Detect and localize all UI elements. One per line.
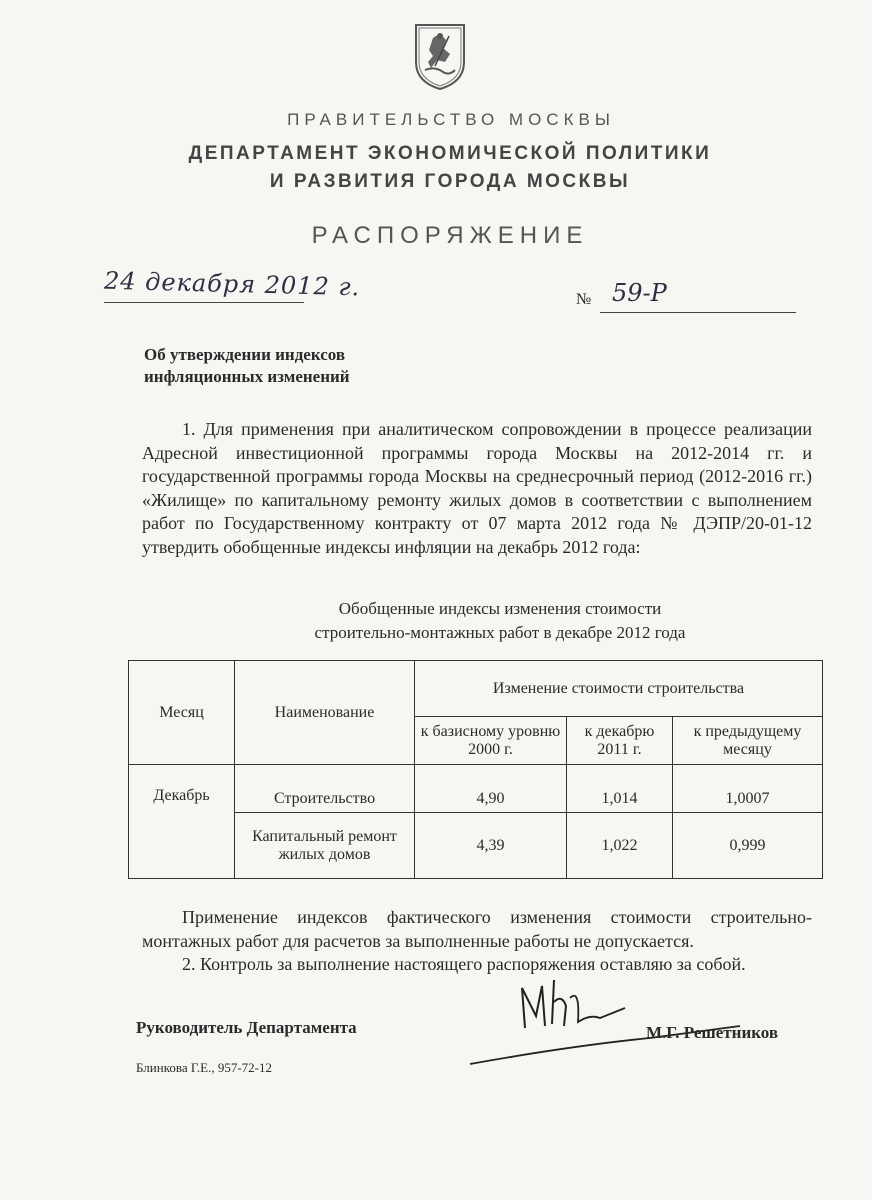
subject-line-1: Об утверждении индексов (144, 345, 346, 364)
header-base-2000: к базисному уровню 2000 г. (415, 717, 567, 765)
cell-dec2011: 1,014 (567, 765, 673, 813)
cell-prev: 0,999 (673, 813, 823, 879)
handwritten-date: 24 декабря 2012 г. (103, 266, 361, 302)
indices-table (128, 660, 823, 879)
cell-name: Строительство (235, 765, 415, 813)
position-title: Руководитель Департамента (136, 1018, 357, 1037)
paragraph-1: 1. Для применения при аналитическом сопровождении в процессе реализации Адресной инвестиционной программы города Москвы на 2012-2014 гг. и государственной программы города Москвы на среднесрочный период (2012-2016 гг.) «Жилище» по капитальному ремонту жилых домов в соответствии с выполнением работ по Государственному контракту от 07 марта 2012 года № ДЭПР/20-01-12 утвердить обобщенные индексы инфляции на декабрь 2012 года: (142, 419, 812, 557)
government-name: ПРАВИТЕЛЬСТВО МОСКВЫ (287, 110, 615, 129)
header-name: Наименование (235, 661, 415, 765)
moscow-coat-of-arms-icon (413, 22, 467, 92)
subject (144, 344, 350, 388)
subject-line-2: инфляционных изменений (144, 367, 350, 386)
number-underline (600, 312, 796, 313)
department-name (0, 140, 872, 196)
cell-month: Декабрь (129, 765, 235, 879)
department-line-1: ДЕПАРТАМЕНТ ЭКОНОМИЧЕСКОЙ ПОЛИТИКИ (188, 143, 712, 164)
document-type: РАСПОРЯЖЕНИЕ (311, 222, 589, 249)
table-caption-line-2: строительно-монтажных работ в декабре 2012 года (314, 623, 686, 642)
cell-prev: 1,0007 (673, 765, 823, 813)
header-dec-2011: к декабрю 2011 г. (567, 717, 673, 765)
table-caption (0, 597, 872, 645)
cell-base: 4,90 (415, 765, 567, 813)
cell-name: Капитальный ремонт жилых домов (235, 813, 415, 879)
executor-info: Блинкова Г.Е., 957-72-12 (136, 1060, 272, 1075)
header-prev-month: к предыдущему месяцу (673, 717, 823, 765)
header-month: Месяц (129, 661, 235, 765)
table-row (129, 765, 823, 813)
paragraph-2: 2. Контроль за выполнение настоящего распоряжения оставляю за собой. (182, 954, 746, 974)
cell-dec2011: 1,022 (567, 813, 673, 879)
date-underline (104, 302, 304, 303)
number-label: № (576, 291, 592, 308)
signer-name: М.Г. Решетников (646, 1023, 779, 1042)
department-line-2: И РАЗВИТИЯ ГОРОДА МОСКВЫ (269, 171, 631, 192)
table-caption-line-1: Обобщенные индексы изменения стоимости (338, 599, 662, 618)
header-cost-change: Изменение стоимости строительства (415, 661, 823, 717)
paragraph-application: Применение индексов фактического изменения стоимости строительно-монтажных работ для расчетов за выполненные работы не допускается. (142, 907, 812, 951)
handwritten-number: 59-Р (612, 279, 667, 307)
cell-base: 4,39 (415, 813, 567, 879)
